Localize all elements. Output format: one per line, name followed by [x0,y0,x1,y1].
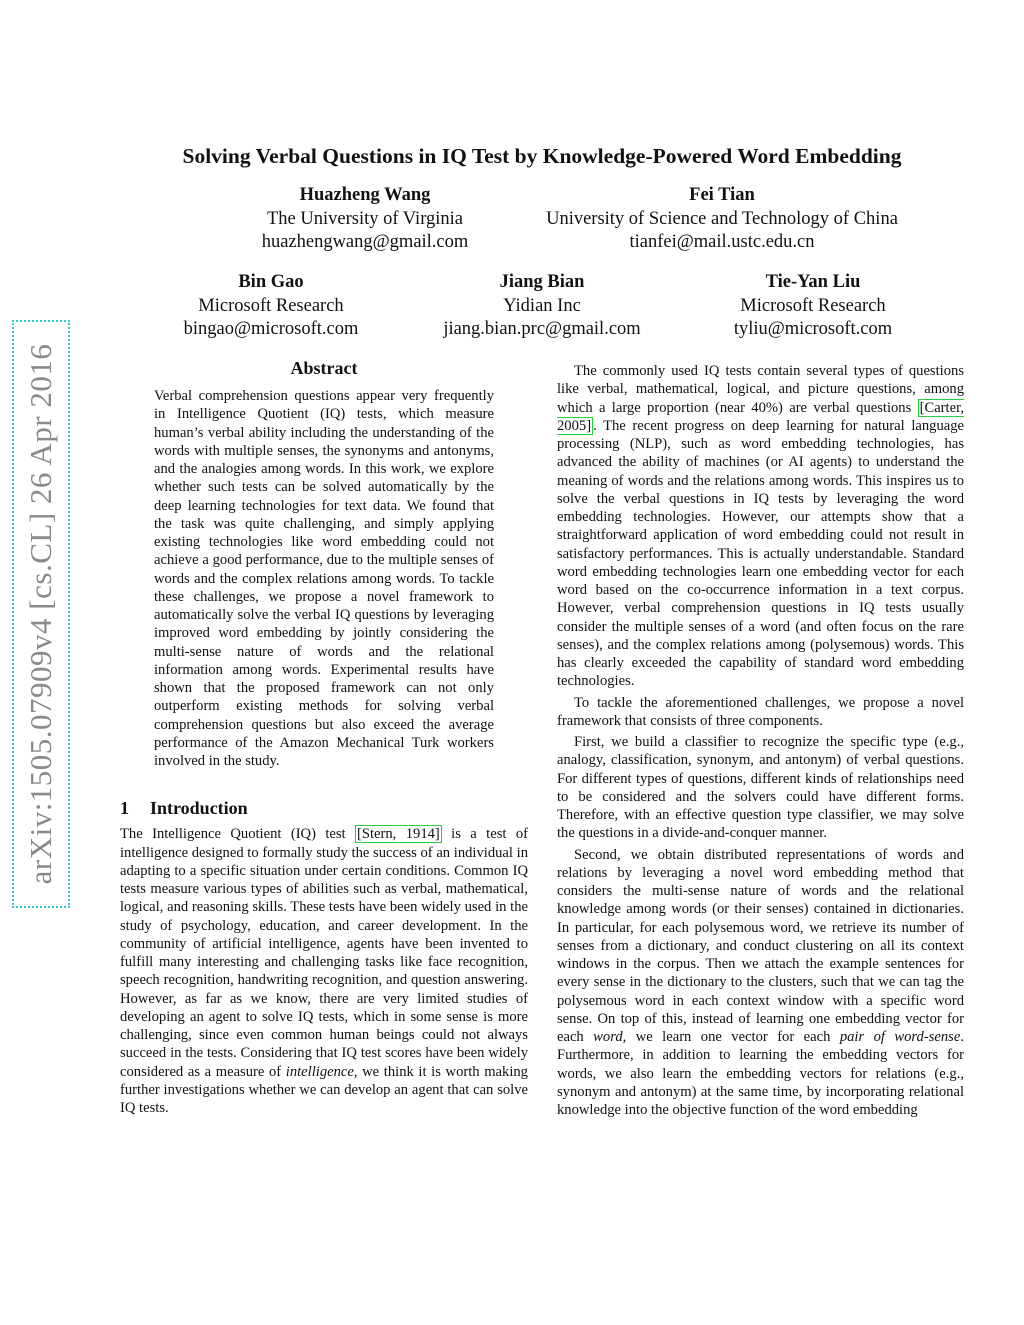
text-run: The commonly used IQ tests contain several types of questions like verbal, mathematical, logical, and picture questions, among which a large proportion (near 40%) are verbal questions [557,363,964,416]
section-number: 1 [120,798,129,819]
body-paragraph: To tackle the aforementioned challenges, we propose a novel framework that consists of three components. [557,694,964,729]
abstract-text: Verbal comprehension questions appear very frequently in Intelligence Quotient (IQ) tests, which measure human’s verbal ability including the understanding of the words with multiple senses, the synonyms and antonyms, and the analogies among words. In this work, we explore whether such tests can be solved automatically by the deep learning technologies for text data. We found that the task was quite challenging, and simply applying existing technologies like word embedding could not achieve a good performance, due to the multiple senses of words and the complex relations among words. To tackle these challenges, we propose a novel framework to automatically solve the verbal IQ questions by leveraging improved word embedding by jointly considering the multi-sense nature of words and the relational information among words. Experimental results have shown that the proposed framework can not only outperform existing methods for solving verbal comprehension questions but also exceed the average performance of the Amazon Mechanical Turk workers involved in the study. [154,388,494,769]
paper-title: Solving Verbal Questions in IQ Test by Knowledge-Powered Word Embedding [182,144,902,168]
emphasis: intelligence [285,1063,354,1080]
abstract-heading: Abstract [290,358,358,378]
body-paragraph [557,362,964,691]
text-run: , we think it is worth making further investigations whether we can develop an agent that can solve IQ tests. [120,1063,528,1116]
author-block [693,271,933,342]
author-affiliation: University of Science and Technology of China [546,208,898,229]
text-run: is a test of intelligence designed to formally study the success of an individual in adapting to a specific situation under certain conditions. Common IQ tests measure various types of abilities such as verbal, mathematical, logical, and reasoning skills. These tests have been widely used in the study of psychology, education, and career development. In the community of artificial intelligence, agents have been invented to fulfill many interesting and challenging tasks like face recognition, speech recognition, handwriting recognition, and question answering. However, as far as we know, there are very limited studies of developing an agent to solve IQ tests, which in some sense is more challenging, since even common human beings could not always succeed in the tests. Considering that IQ test scores have been widely considered as a measure of [120,826,529,1080]
author-affiliation: Microsoft Research [740,295,886,316]
emphasis: pair of word-sense [839,1029,961,1045]
author-affiliation: The University of Virginia [266,208,464,229]
author-block [190,184,540,255]
author-email: tyliu@microsoft.com [733,319,893,339]
left-column [120,358,528,1117]
author-name: Fei Tian [689,185,755,205]
text-run: . Furthermore, in addition to learning the embedding vectors for words, we also learn the embedding vectors for relations (e.g., synonym and antonym) at the same time, by incorporating relational knowledge into the objective function of the word embedding [557,1029,964,1118]
section-title: Introduction [150,798,248,819]
intro-paragraph [120,825,528,1117]
text-run: . The recent progress on deep learning for natural language processing (NLP), such as word embedding technologies, has advanced the ability of machines (or AI agents) to understand the meaning of words and the relations among words. This inspires us to solve the verbal questions in IQ tests by leveraging the word embedding technologies. However, our attempts show that a straightforward application of word embedding could not result in satisfactory performances. This is actually understandable. Standard word embedding technologies learn one embedding vector for each word based on the co-occurrence information in a text corpus. However, verbal comprehension questions in IQ tests usually consider the multiple senses of a word (and often focus on the rare senses), and the complex relations among (polysemous) words. This has clearly exceeded the capability of standard word embedding technologies. [557,417,964,690]
author-block [412,271,672,342]
text-run: Second, we obtain distributed representations of words and relations by leveraging a novel word embedding method that considers the multi-sense nature of words and the relational knowledge among words (or their senses) contained in dictionaries. In particular, for each polysemous word, we retrieve its number of senses from a dictionary, and conduct clustering on all its context windows in the corpus. Then we attach the example sentences for every sense in the dictionary to the clusters, such that we can tag the polysemous word in each context window with a specific word sense. On top of this, instead of learning one embedding vector for each [557,846,964,1045]
citation-link[interactable]: [Stern, 1914] [357,826,440,843]
author-affiliation: Microsoft Research [198,295,344,316]
author-email: tianfei@mail.ustc.edu.cn [629,232,815,252]
citation-link[interactable]: [Carter, 2005] [557,399,964,434]
author-name: Tie-Yan Liu [765,272,861,292]
right-column [557,362,964,1119]
author-block [151,271,391,342]
section-heading-introduction [120,798,528,819]
text-run: The Intelligence Quotient (IQ) test [120,826,356,843]
emphasis: word [593,1029,623,1045]
author-name: Huazheng Wang [299,185,431,205]
author-affiliation: Yidian Inc [503,295,581,316]
arxiv-identifier[interactable]: arXiv:1505.07909v4 [cs.CL] 26 Apr 2016 [12,320,70,908]
author-name: Bin Gao [238,272,304,292]
text-run: , we learn one vector for each [622,1029,840,1045]
author-email: jiang.bian.prc@gmail.com [443,319,641,339]
author-name: Jiang Bian [499,272,585,292]
body-paragraph: First, we build a classifier to recognize the specific type (e.g., analogy, classification, synonym, and antonym) of verbal questions. For different types of questions, different kinds of relationships need to be considered and the solvers could have different forms. Therefore, with an effective question type classifier, we may solve the questions in a divide-and-conquer manner. [557,734,964,842]
author-email: bingao@microsoft.com [183,319,359,339]
body-paragraph [557,846,964,1120]
author-email: huazhengwang@gmail.com [261,232,469,252]
arxiv-stamp-sidebar [12,320,70,908]
author-block [512,184,932,255]
